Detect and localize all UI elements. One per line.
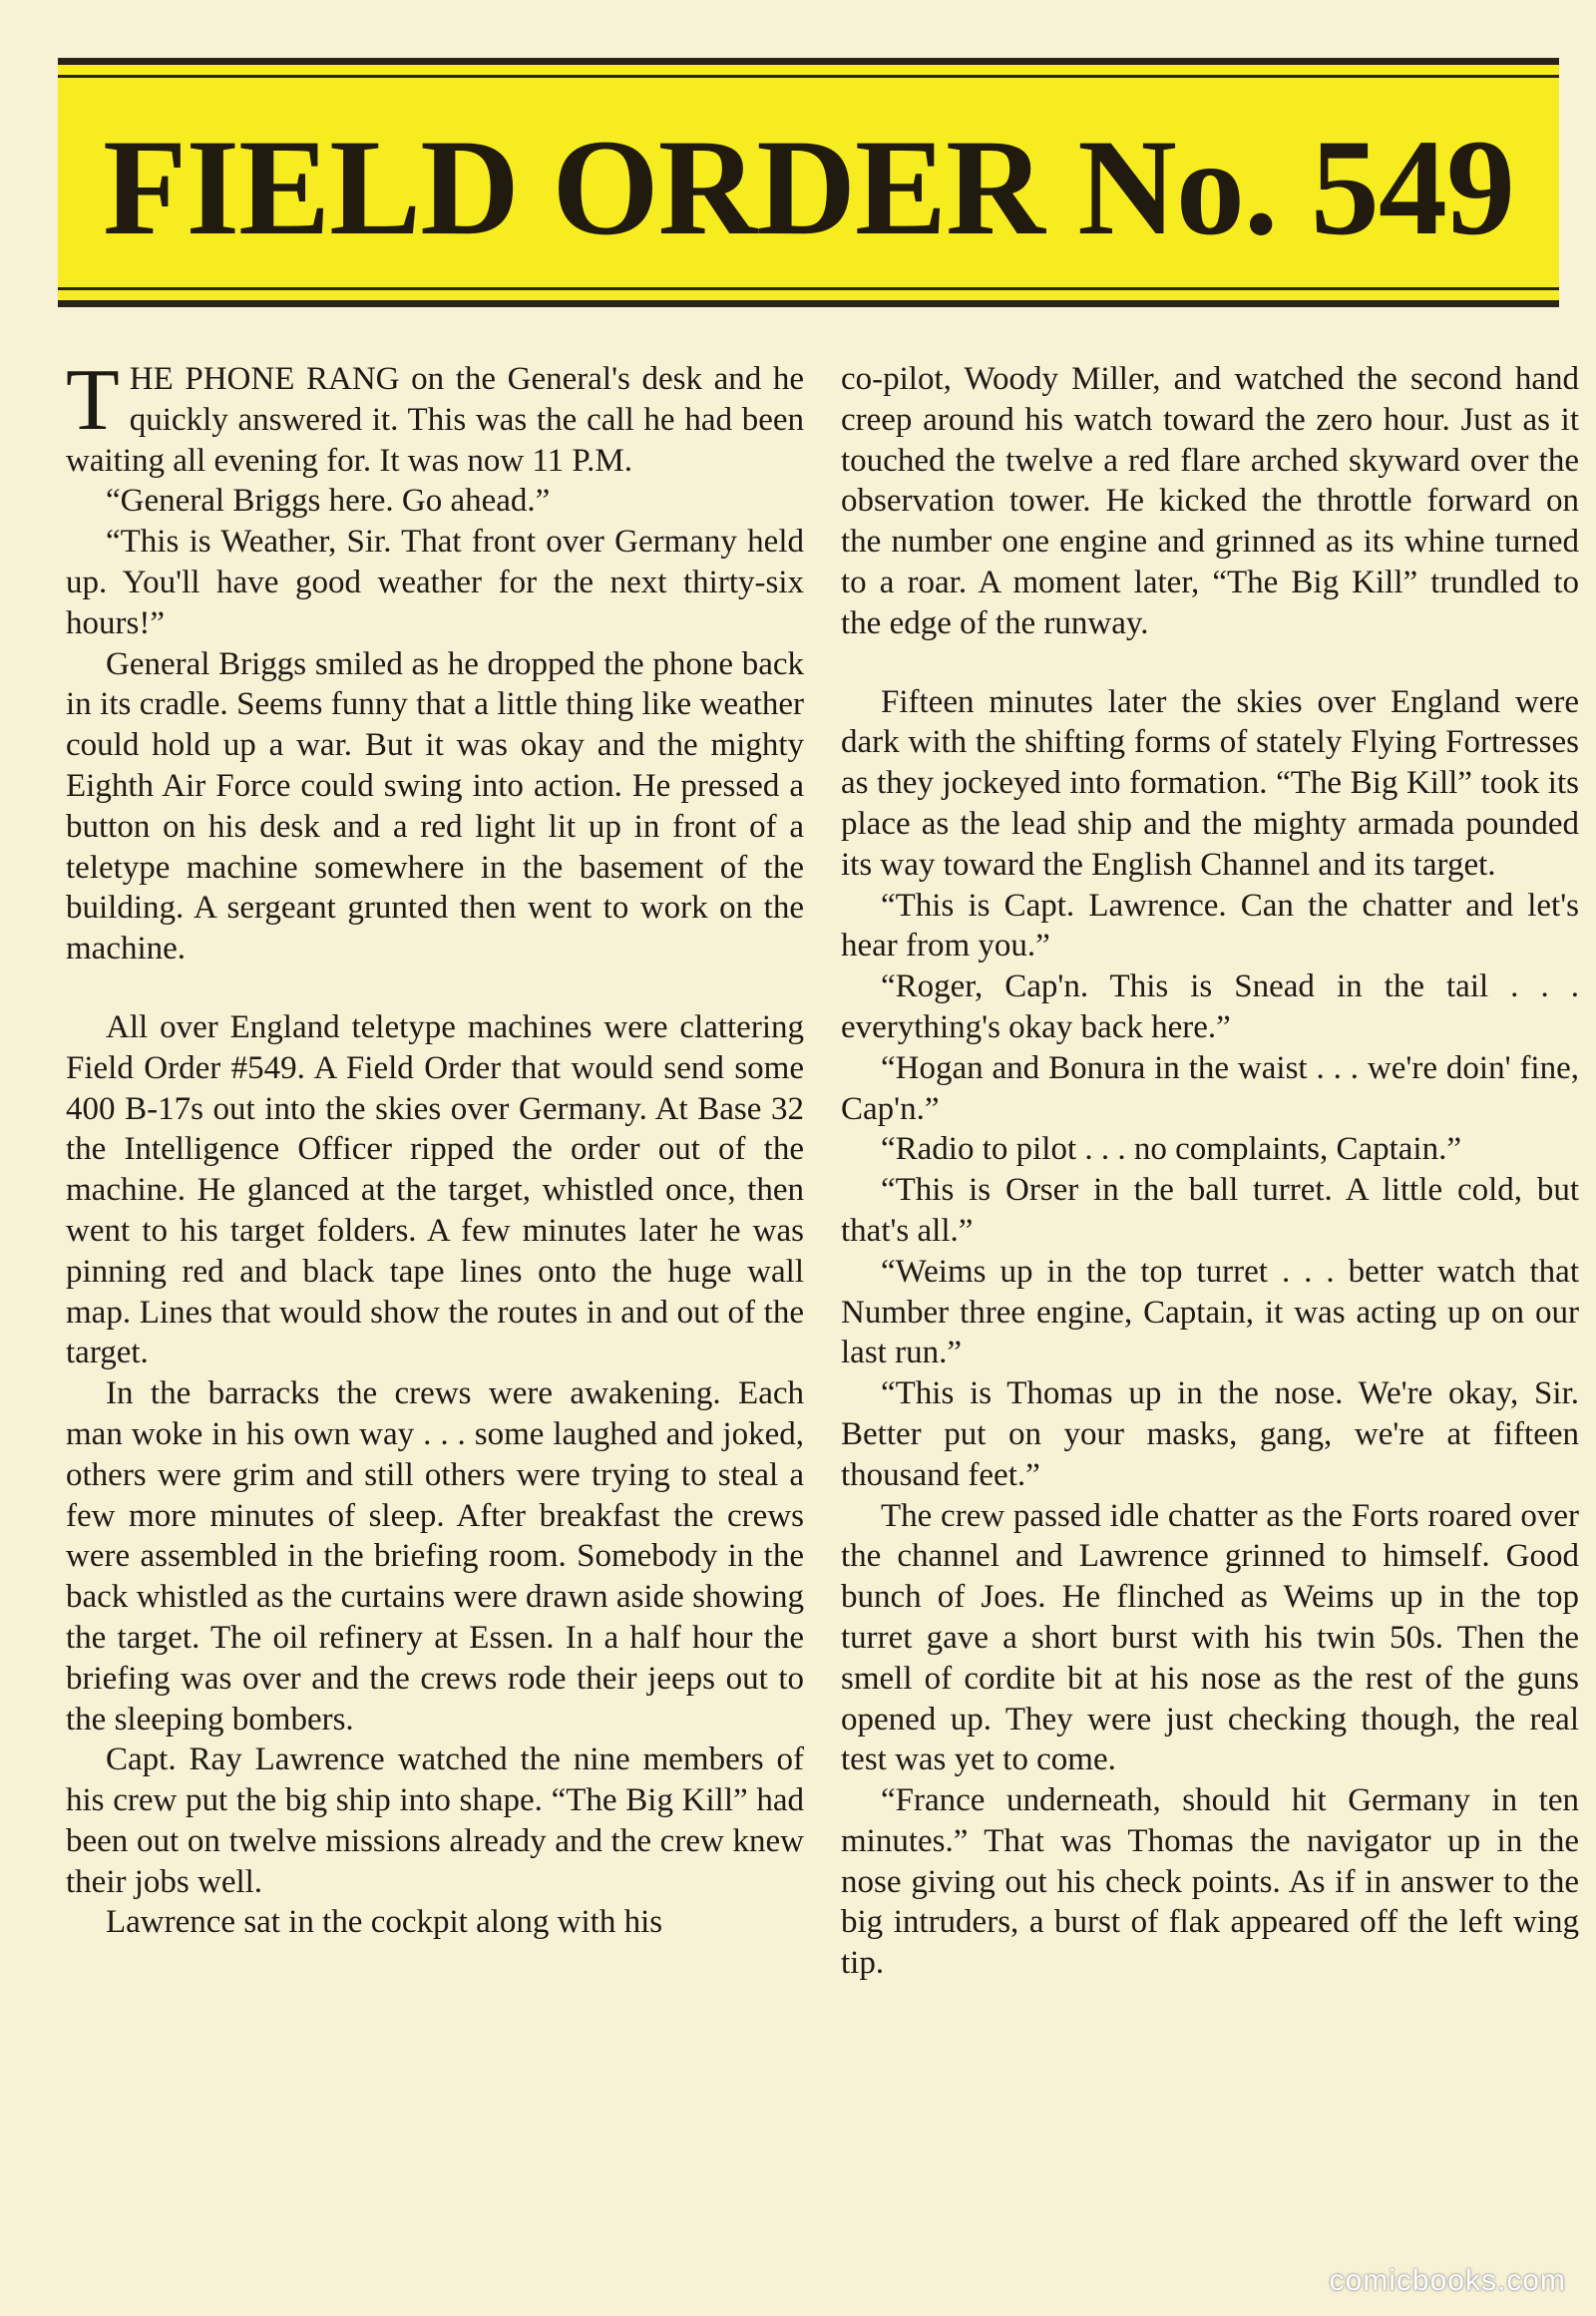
- right-text-column: [841, 359, 1579, 1984]
- paragraph: Capt. Ray Lawrence watched the nine members of his crew put the big ship into shape. “The Big Kill” had been out on twelve missions already and the crew knew their jobs well.: [66, 1741, 804, 1900]
- paragraph: “General Briggs here. Go ahead.”: [106, 483, 551, 520]
- paragraph: “This is Orser in the ball turret. A little cold, but that's all.”: [841, 1172, 1579, 1249]
- paragraph: THE PHONE RANG on the General's desk and he quickly answered it. This was the call he had been waiting all evening for. It was now 11 P.M.: [66, 352, 804, 479]
- paragraph: co-pilot, Woody Miller, and watched the second hand creep around his watch toward the zero hour. Just as it touched the twelve a red flare arched skyward over the observation tower. He kicked the throttle forward on the number one engine and grinned as its whine turned to a roar. A moment later, “The Big Kill” trundled to the edge of the runway.: [841, 361, 1579, 641]
- title-banner: [58, 58, 1559, 307]
- paragraph: Lawrence sat in the cockpit along with his: [106, 1904, 663, 1941]
- paragraph: “France underneath, should hit Germany in ten minutes.” That was Thomas the navigator up in the nose giving out his check points. As if in answer to the big intruders, a burst of flak appeared off the left wing tip.: [841, 1782, 1579, 1982]
- paragraph: “Hogan and Bonura in the waist . . . we're doin' fine, Cap'n.”: [841, 1049, 1579, 1127]
- paragraph: All over England teletype machines were clattering Field Order #549. A Field Order that would send some 400 B-17s out into the skies over Germany. At Base 32 the Intelligence Officer ripped the order out of the machine. He glanced at the target, whistled once, then went to his target folders. A few minutes later he was pinning red and black tape lines onto the huge wall map. Lines that would show the routes in and out of the target.: [66, 1008, 804, 1371]
- paragraph: In the barracks the crews were awakening. Each man woke in his own way . . . some laughed and joked, others were grim and still others were trying to steal a few more minutes of sleep. After breakfast the crews were assembled in the briefing room. Somebody in the back whistled as the curtains were drawn aside showing the target. The oil refinery at Essen. In a half hour the briefing was over and the crews rode their jeeps out to the sleeping bombers.: [66, 1375, 804, 1737]
- paragraph: “This is Weather, Sir. That front over Germany held up. You'll have good weather for the next thirty-six hours!”: [66, 524, 804, 641]
- paragraph: “Roger, Cap'n. This is Snead in the tail . . . everything's okay back here.”: [841, 968, 1579, 1045]
- paragraph: The crew passed idle chatter as the Forts roared over the channel and Lawrence grinned to himself. Good bunch of Joes. He flinched as Weims up in the top turret gave a short burst with his twin 50s. Then the smell of cordite bit at his nose as the rest of the guns opened up. They were just checking though, the real test was yet to come.: [841, 1497, 1579, 1778]
- paragraph: General Briggs smiled as he dropped the phone back in its cradle. Seems funny that a little thing like weather could hold up a war. But it was okay and the mighty Eighth Air Force could swing into action. He pressed a button on his desk and a red light lit up in front of a teletype machine somewhere in the basement of the building. A sergeant grunted then went to work on the machine.: [66, 645, 804, 967]
- paragraph: Fifteen minutes later the skies over England were dark with the shifting forms of stately Flying Fortresses as they jockeyed into formation. “The Big Kill” took its place as the lead ship and the mighty armada pounded its way toward the English Channel and its target.: [841, 683, 1579, 883]
- watermark: comicbooks.com: [1329, 2264, 1566, 2297]
- left-text-column: [66, 352, 804, 1943]
- paragraph: “Radio to pilot . . . no complaints, Captain.”: [881, 1131, 1461, 1168]
- story-title: FIELD ORDER No. 549: [103, 111, 1514, 263]
- drop-cap: T: [66, 352, 120, 449]
- paragraph: “This is Thomas up in the nose. We're okay, Sir. Better put on your masks, gang, we're at fifteen thousand feet.”: [841, 1375, 1579, 1493]
- paragraph: “Weims up in the top turret . . . better watch that Number three engine, Captain, it was acting up on our last run.”: [841, 1253, 1579, 1371]
- paragraph: “This is Capt. Lawrence. Can the chatter and let's hear from you.”: [841, 887, 1579, 965]
